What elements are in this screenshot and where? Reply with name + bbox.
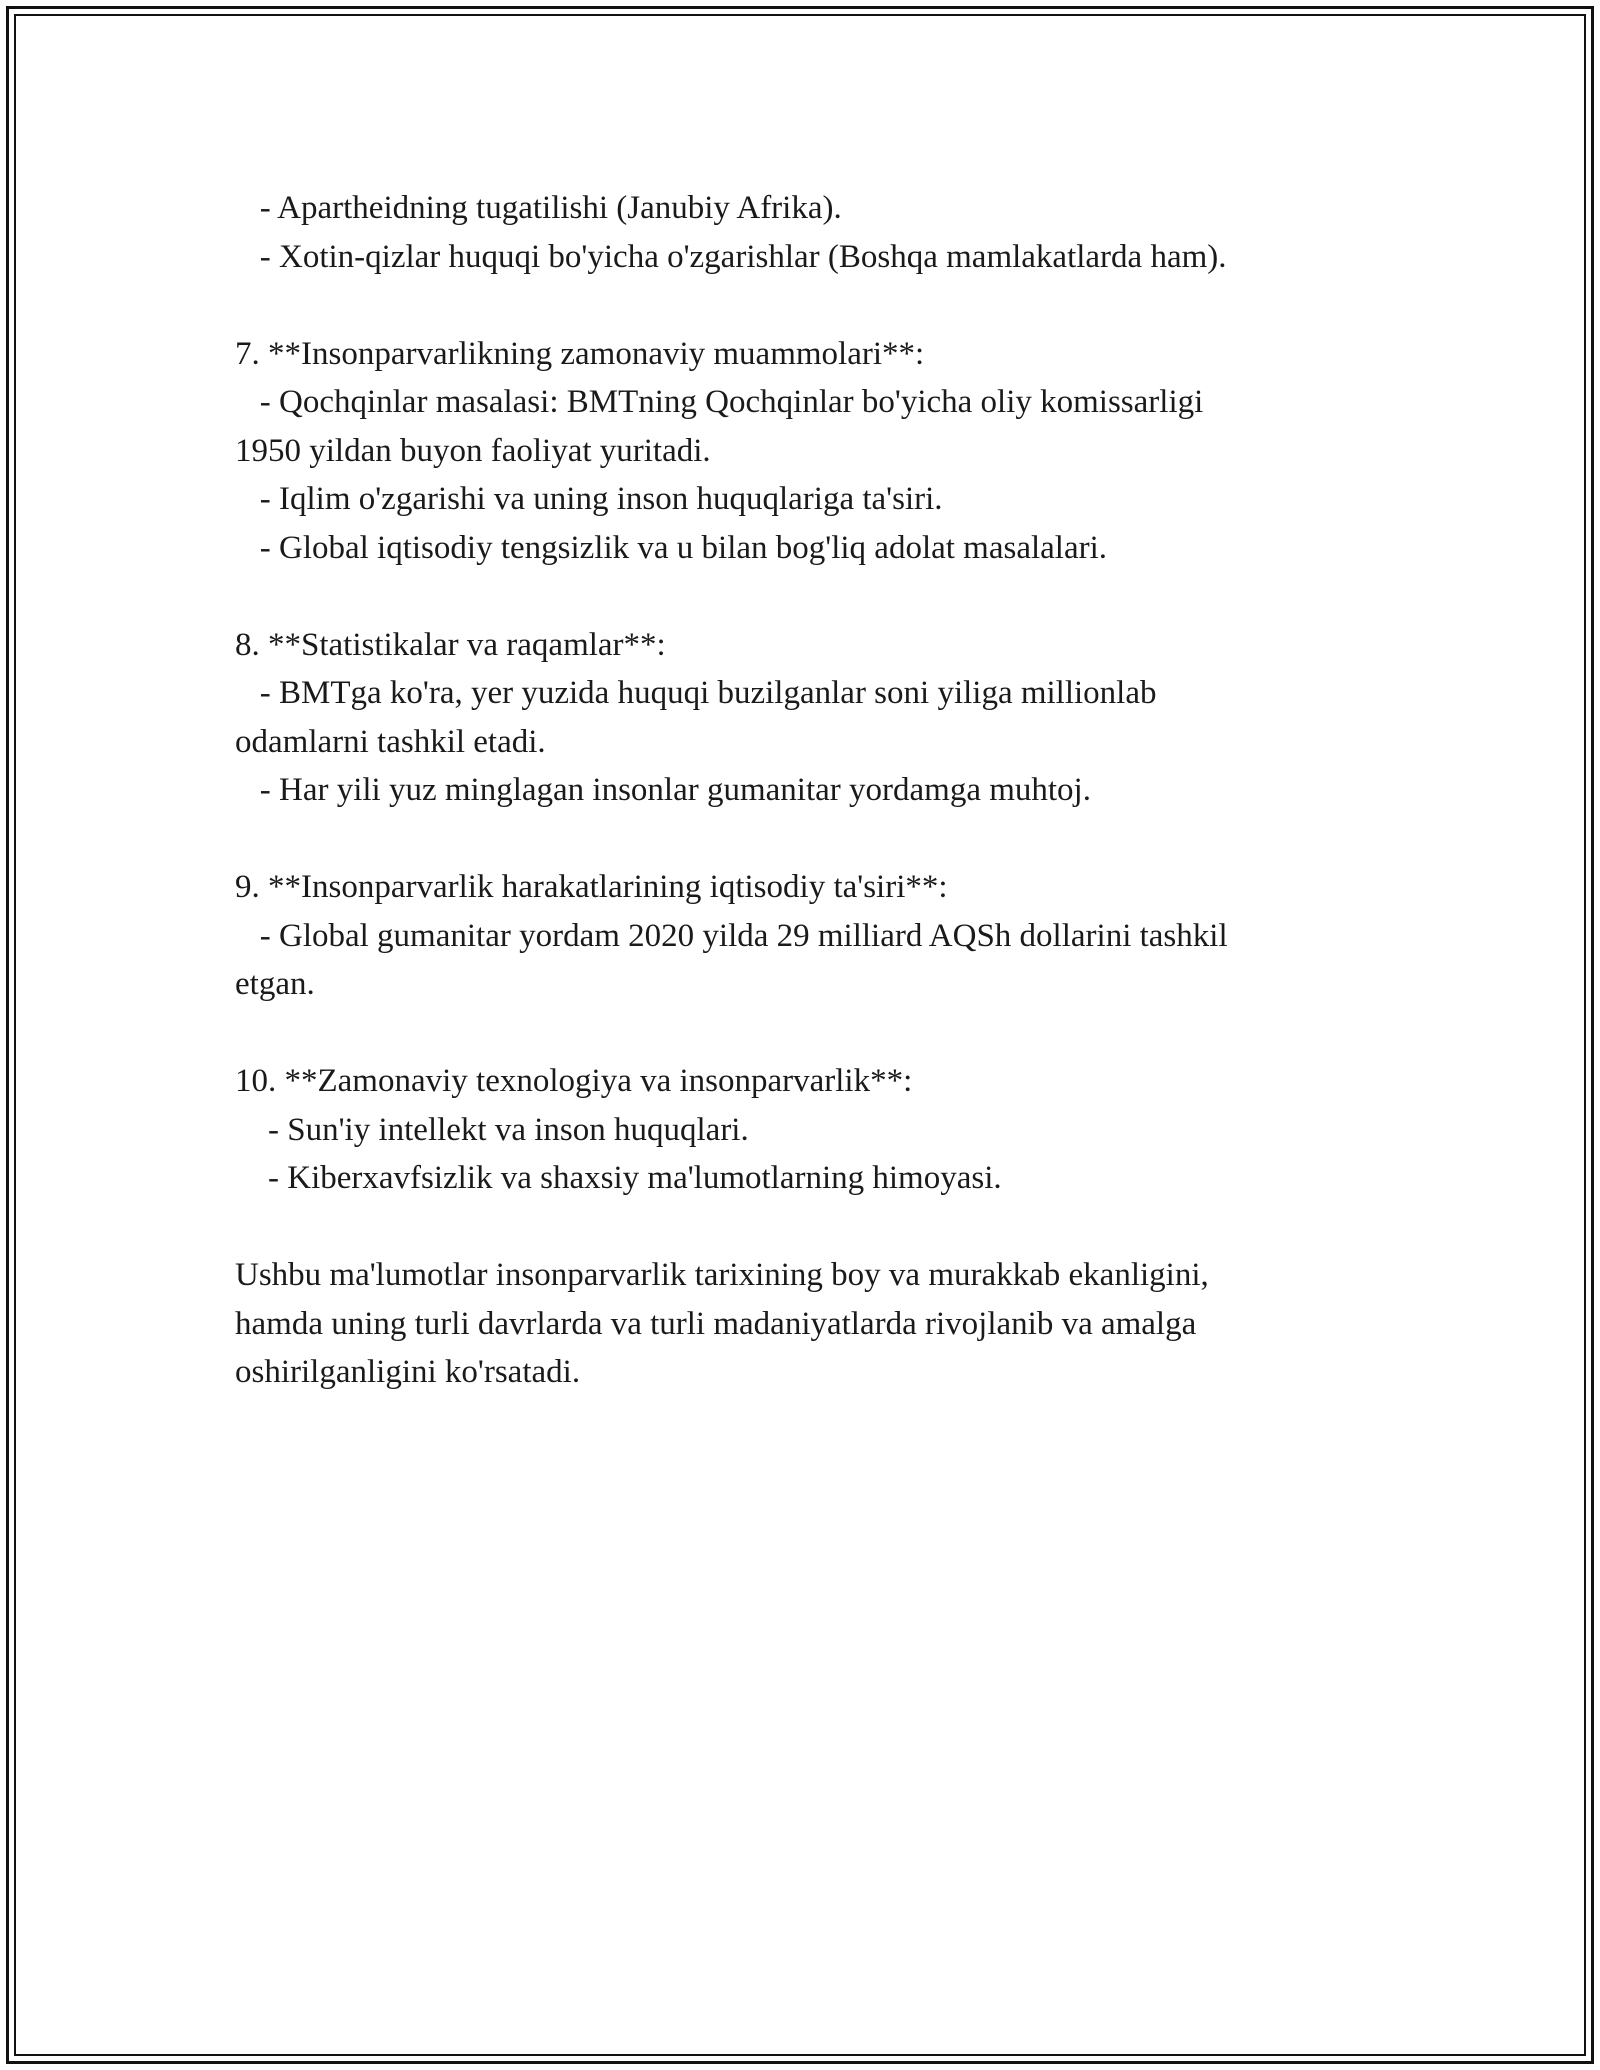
document-body <box>235 184 1365 1397</box>
section-heading-10: 10. **Zamonaviy texnologiya va insonparvarlik**: <box>235 1063 913 1099</box>
conclusion-line: hamda uning turli davrlarda va turli madaniyatlarda rivojlanib va amalga <box>235 1305 1197 1342</box>
list-item: - Har yili yuz minglagan insonlar gumanitar yordamga muhtoj. <box>235 772 1091 808</box>
paragraph-gap <box>235 572 1365 621</box>
list-item: - Apartheidning tugatilishi (Janubiy Afrika). <box>235 190 842 226</box>
list-item: - Qochqinlar masalasi: BMTning Qochqinlar bo'yicha oliy komissarligi <box>235 384 1204 420</box>
list-item-continuation: 1950 yildan buyon faoliyat yuritadi. <box>235 432 711 469</box>
conclusion-line: Ushbu ma'lumotlar insonparvarlik tarixining boy va murakkab ekanligini, <box>235 1257 1209 1293</box>
section-heading-7: 7. **Insonparvarlikning zamonaviy muammolari**: <box>235 335 925 372</box>
conclusion-line: oshirilganligini ko'rsatadi. <box>235 1354 581 1390</box>
list-item-continuation: odamlarni tashkil etadi. <box>235 723 546 760</box>
section-heading-9: 9. **Insonparvarlik harakatlarining iqtisodiy ta'siri**: <box>235 869 948 905</box>
paragraph-gap <box>235 1203 1365 1252</box>
list-item: - Sun'iy intellekt va inson huquqlari. <box>235 1111 749 1148</box>
list-item: - Iqlim o'zgarishi va uning inson huquqlariga ta'siri. <box>235 481 943 517</box>
section-heading-8: 8. **Statistikalar va raqamlar**: <box>235 626 666 663</box>
list-item: - BMTga ko'ra, yer yuzida huquqi buzilganlar soni yiliga millionlab <box>235 675 1157 711</box>
paragraph-gap <box>235 1009 1365 1058</box>
list-item: - Kiberxavfsizlik va shaxsiy ma'lumotlarning himoyasi. <box>235 1160 1002 1196</box>
paragraph-gap <box>235 281 1365 330</box>
list-item: - Global iqtisodiy tengsizlik va u bilan bog'liq adolat masalalari. <box>235 529 1108 566</box>
paragraph-gap <box>235 815 1365 864</box>
list-item: - Global gumanitar yordam 2020 yilda 29 milliard AQSh dollarini tashkil <box>235 917 1228 954</box>
list-item-continuation: etgan. <box>235 966 315 1002</box>
list-item: - Xotin-qizlar huquqi bo'yicha o'zgarishlar (Boshqa mamlakatlarda ham). <box>235 238 1227 275</box>
